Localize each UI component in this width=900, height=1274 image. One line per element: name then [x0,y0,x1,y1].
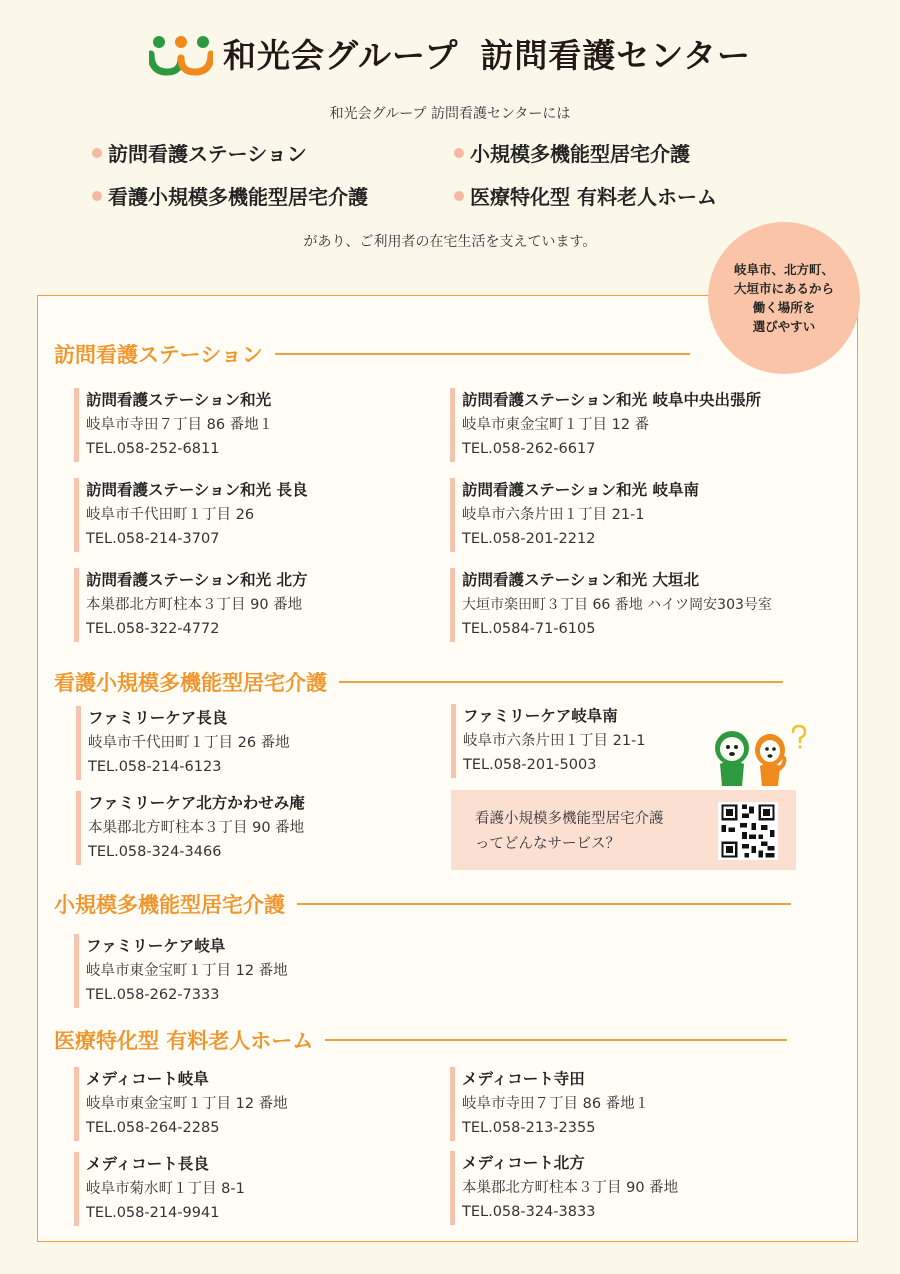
location-entry: 訪問看護ステーション和光 長良 岐阜市千代田町１丁目 26 TEL.058-214-3707 [74,478,307,552]
promo-text: 看護小規模多機能型居宅介護 ってどんなサービス？ [475,811,664,852]
location-entry: ファミリーケア長良 岐阜市千代田町１丁目 26 番地 TEL.058-214-6123 [76,706,290,780]
location-entry: メディコート長良 岐阜市菊水町１丁目 8-1 TEL.058-214-9941 [74,1152,245,1226]
info-bubble: 岐阜市、北方町、 大垣市にあるから 働く場所を 選びやすい [708,222,860,374]
location-entry: メディコート寺田 岐阜市寺田７丁目 86 番地１ TEL.058-213-2355 [450,1067,649,1141]
qr-code-icon[interactable] [718,802,778,860]
divider [339,681,783,683]
page-header [0,30,900,77]
section-heading-shoki: 小規模多機能型居宅介護 [54,889,791,919]
promo-card[interactable] [451,790,796,870]
mascot-characters-icon [712,724,812,792]
bullet-icon [92,191,102,201]
intro-text: 和光会グループ 訪問看護センターには [329,106,571,122]
location-entry: メディコート岐阜 岐阜市東金宝町１丁目 12 番地 TEL.058-264-2285 [74,1067,288,1141]
location-entry: ファミリーケア岐阜南 岐阜市六条片田１丁目 21-1 TEL.058-201-5003 [451,704,646,778]
page-title [223,30,751,77]
divider [325,1039,787,1041]
section-heading-kantaki: 看護小規模多機能型居宅介護 [54,667,783,697]
service-item: 医療特化型 有料老人ホーム [454,181,812,210]
bullet-icon [454,148,464,158]
location-entry: 訪問看護ステーション和光 北方 本巣郡北方町柱本３丁目 90 番地 TEL.058-322-4772 [74,568,307,642]
service-item: 訪問看護ステーション [92,138,454,167]
location-entry: ファミリーケア北方かわせみ庵 本巣郡北方町柱本３丁目 90 番地 TEL.058-324-3466 [76,791,305,865]
service-list [92,138,812,210]
bullet-icon [92,148,102,158]
service-item: 看護小規模多機能型居宅介護 [92,181,454,210]
location-entry: ファミリーケア岐阜 岐阜市東金宝町１丁目 12 番地 TEL.058-262-7333 [74,934,288,1008]
divider [297,903,791,905]
brand-name: 和光会グループ [222,36,459,75]
location-entry: 訪問看護ステーション和光 岐阜南 岐阜市六条片田１丁目 21-1 TEL.058-201-2212 [450,478,699,552]
section-heading-station: 訪問看護ステーション [54,339,690,369]
logo-mark-icon [149,32,213,76]
bullet-icon [454,191,464,201]
service-item: 小規模多機能型居宅介護 [454,138,812,167]
outro-text: があり、ご利用者の在宅生活を支えています。 [303,234,597,250]
location-entry: 訪問看護ステーション和光 岐阜市寺田７丁目 86 番地１ TEL.058-252-6811 [74,388,273,462]
center-name: 訪問看護センター [480,36,752,75]
location-entry: 訪問看護ステーション和光 大垣北 大垣市楽田町３丁目 66 番地 ハイツ岡安303号室 TEL.0584-71-6105 [450,568,772,642]
section-heading-home: 医療特化型 有料老人ホーム [54,1025,787,1055]
location-entry: 訪問看護ステーション和光 岐阜中央出張所 岐阜市東金宝町１丁目 12 番 TEL.058-262-6617 [450,388,761,462]
divider [275,353,690,355]
location-entry: メディコート北方 本巣郡北方町柱本３丁目 90 番地 TEL.058-324-3833 [450,1151,678,1225]
